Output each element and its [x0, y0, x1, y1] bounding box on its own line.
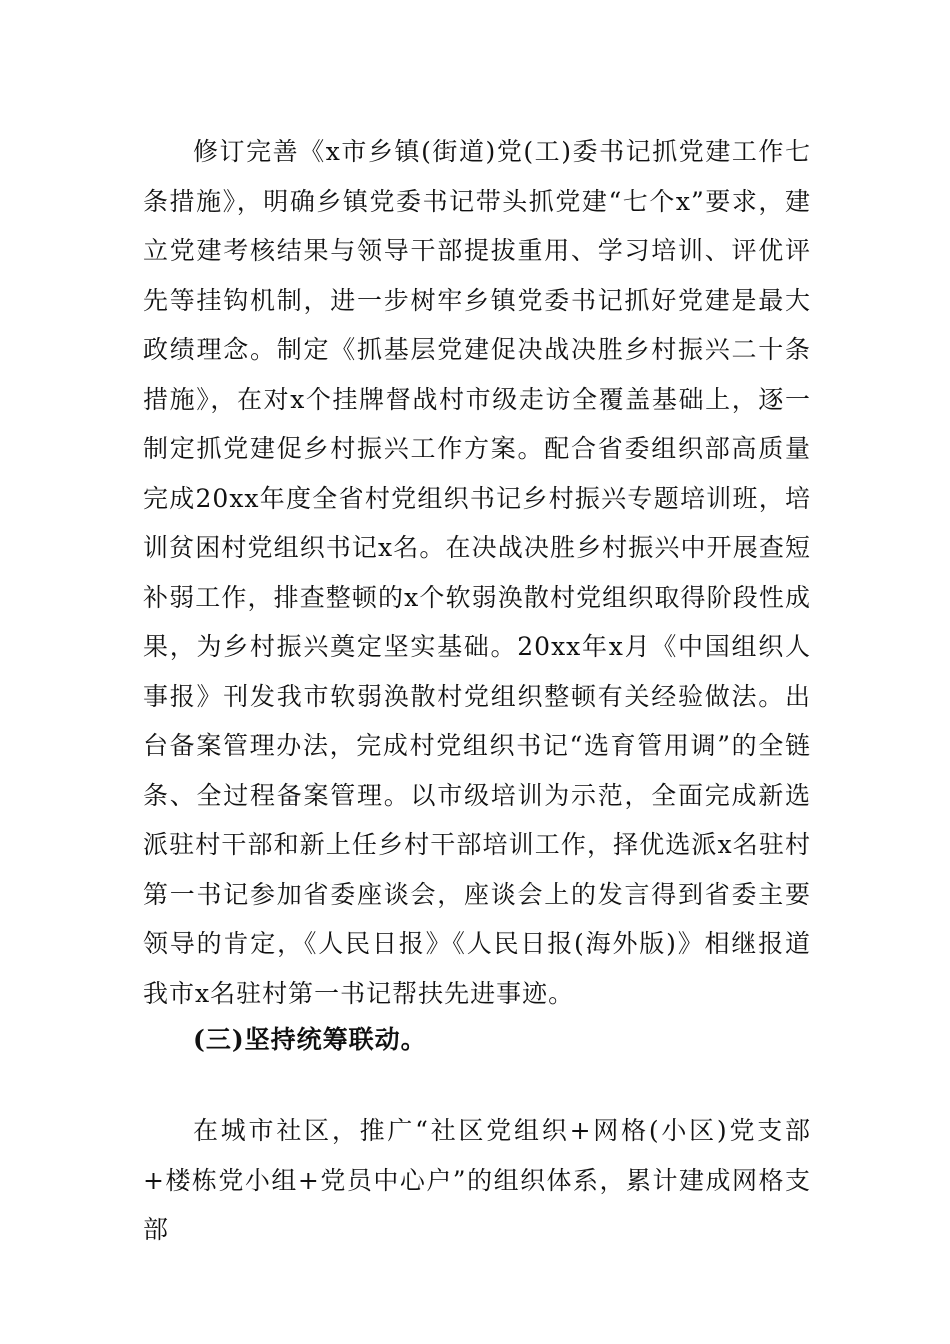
section-heading: (三)坚持统筹联动。 — [193, 1025, 427, 1054]
body-paragraph: 修订完善《x市乡镇(街道)党(工)委书记抓党建工作七条措施》，明确乡镇党委书记带头抓党建“七个x”要求，建立党建考核结果与领导干部提拔重用、学习培训、评优评先等挂钩机制，进一步树牢乡镇党委书记抓好党建是最大政绩理念。制定《抓基层党建促决战决胜乡村振兴二十条措施》，在对x个挂牌督战村市级走访全覆盖基础上，逐一制定抓党建促乡村振兴工作方案。配合省委组织部高质量完成20xx年度全省村党组织书记乡村振兴专题培训班，培训贫困村党组织书记x名。在决战决胜乡村振兴中开展查短补弱工作，排查整顿的x个软弱涣散村党组织取得阶段性成果，为乡村振兴奠定坚实基础。20xx年x月《中国组织人事报》刊发我市软弱涣散村党组织整顿有关经验做法。出台备案管理办法，完成村党组织书记“选育管用调”的全链条、全过程备案管理。以市级培训为示范，全面完成新选派驻村干部和新上任乡村干部培训工作，择优选派x名驻村第一书记参加省委座谈会，座谈会上的发言得到省委主要领导的肯定，《人民日报》《人民日报(海外版)》相继报道我市x名驻村第一书记帮扶先进事迹。 — [143, 137, 811, 1008]
body-paragraph: 在城市社区，推广“社区党组织+网格(小区)党支部+楼栋党小组+党员中心户”的组织体系，累计建成网格支部 — [143, 1116, 811, 1244]
